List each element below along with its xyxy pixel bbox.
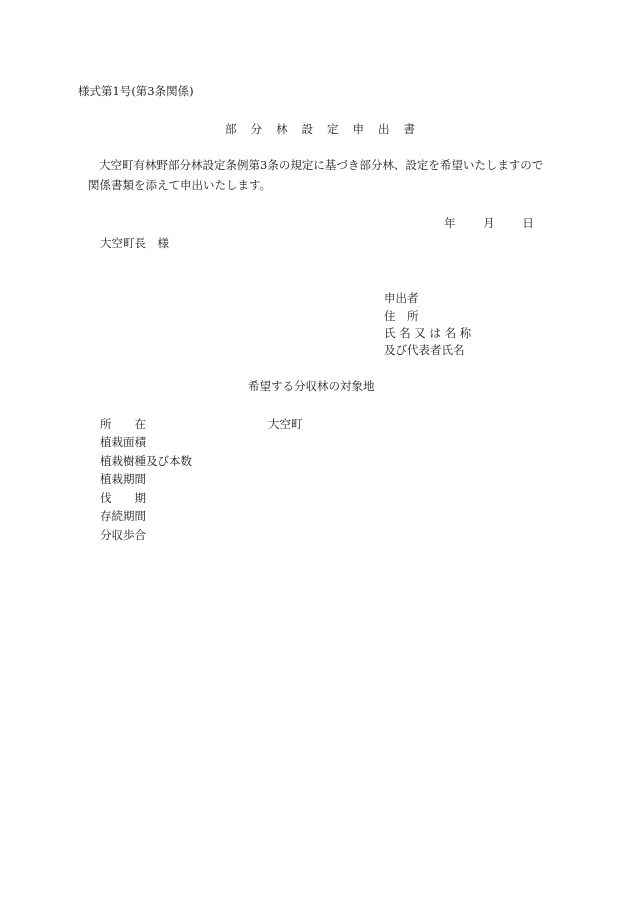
body-paragraph-line-2: 関係書類を添えて申出いたします。: [88, 178, 272, 192]
title-char: 設: [301, 122, 313, 136]
item-felling-period-label: 伐 期: [100, 491, 146, 505]
body-paragraph-line-1: 大空町有林野部分林設定条例第3条の規定に基づき部分林、設定を希望いたしますので: [99, 158, 544, 172]
item-share-ratio-label: 分収歩合: [100, 528, 146, 542]
item-planting-area-label: 植栽面積: [100, 435, 146, 449]
applicant-name-label: 氏 名 又 は 名 称: [384, 326, 472, 340]
title-char: 書: [403, 122, 415, 136]
date-year: 年: [444, 216, 456, 230]
title-char: 部: [225, 122, 237, 136]
applicant-address-label: 住 所: [384, 309, 419, 323]
title-char: 定: [327, 122, 339, 136]
item-location-label: 所 在: [100, 417, 146, 431]
item-location-value: 大空町: [268, 417, 303, 431]
title-char: 申: [352, 122, 364, 136]
applicant-label: 申出者: [384, 291, 419, 305]
title-char: 林: [276, 122, 288, 136]
date-line: [444, 218, 534, 230]
title-char: 分: [250, 122, 262, 136]
date-day: 日: [522, 216, 534, 230]
target-land-heading: 希望する分収林の対象地: [248, 379, 375, 393]
item-planting-period-label: 植栽期間: [100, 472, 146, 486]
date-month: 月: [483, 216, 495, 230]
item-species-count-label: 植栽樹種及び本数: [100, 454, 192, 468]
addressee: 大空町長 様: [100, 236, 169, 250]
applicant-representative-label: 及び代表者氏名: [384, 343, 465, 357]
title-char: 出: [378, 122, 390, 136]
item-duration-label: 存続期間: [100, 509, 146, 523]
document-title: [225, 124, 415, 136]
form-number: 様式第1号(第3条関係): [78, 84, 194, 98]
